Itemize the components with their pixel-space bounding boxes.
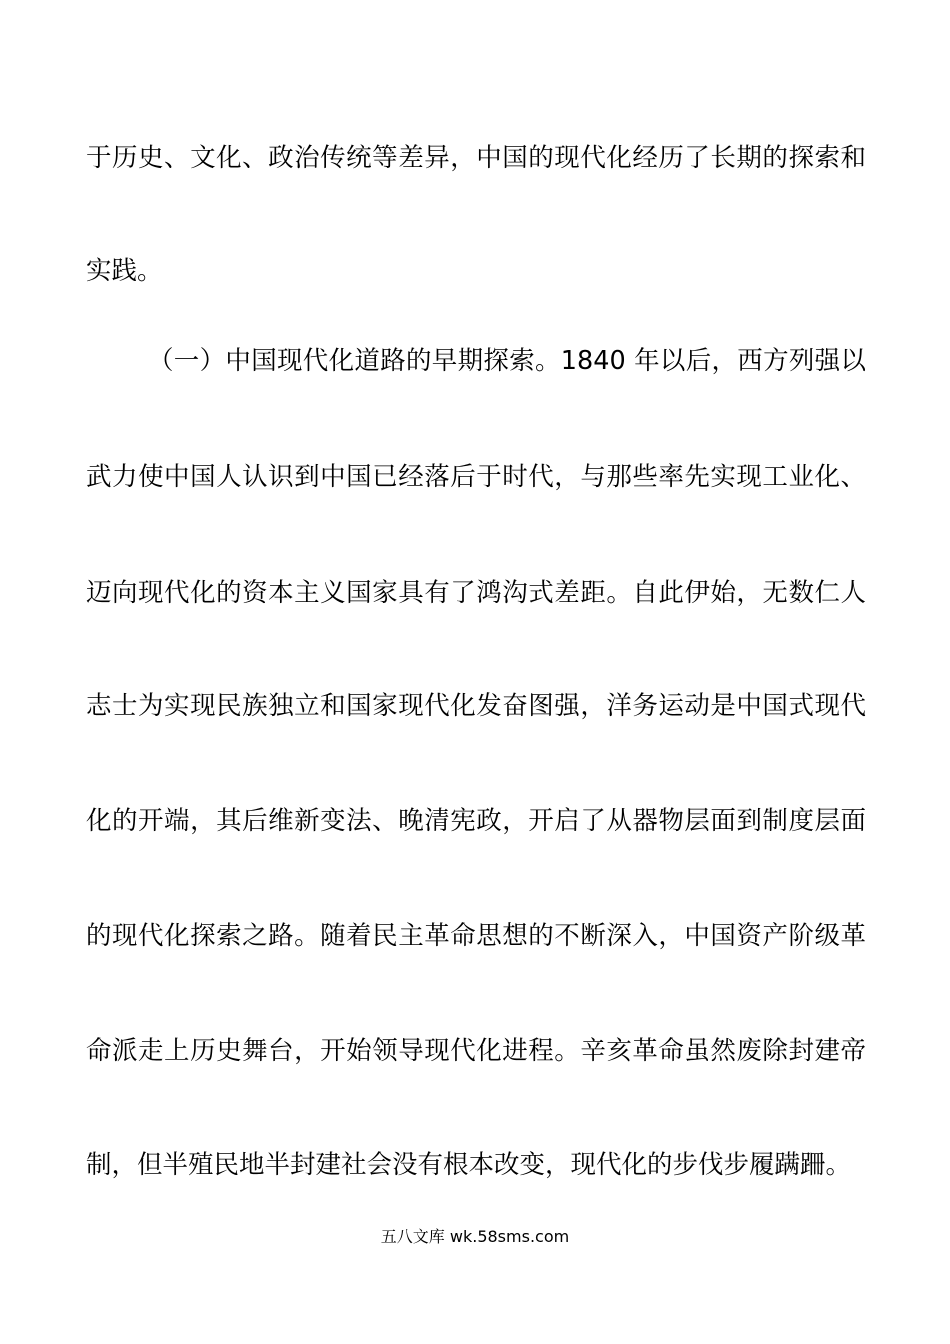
paragraph-line: 制，但半殖民地半封建社会没有根本改变，现代化的步伐步履蹒跚。 bbox=[86, 1150, 852, 1180]
section-heading-line: （一）中国现代化道路的早期探索。1840 年以后，西方列强以 bbox=[148, 346, 866, 376]
paragraph-line: 志士为实现民族独立和国家现代化发奋图强，洋务运动是中国式现代 bbox=[86, 691, 866, 721]
paragraph-line: 的现代化探索之路。随着民主革命思想的不断深入，中国资产阶级革 bbox=[86, 921, 866, 951]
paragraph-line: 实践。 bbox=[86, 256, 163, 286]
paragraph-line: 武力使中国人认识到中国已经落后于时代，与那些率先实现工业化、 bbox=[86, 462, 866, 492]
paragraph-line: 迈向现代化的资本主义国家具有了鸿沟式差距。自此伊始，无数仁人 bbox=[86, 578, 866, 608]
paragraph-line: 于历史、文化、政治传统等差异，中国的现代化经历了长期的探索和 bbox=[86, 143, 866, 173]
footer-watermark: 五八文库 wk.58sms.com bbox=[380, 1227, 570, 1246]
paragraph-line: 命派走上历史舞台，开始领导现代化进程。辛亥革命虽然废除封建帝 bbox=[86, 1036, 866, 1066]
paragraph-line: 化的开端，其后维新变法、晚清宪政，开启了从器物层面到制度层面 bbox=[86, 806, 866, 836]
